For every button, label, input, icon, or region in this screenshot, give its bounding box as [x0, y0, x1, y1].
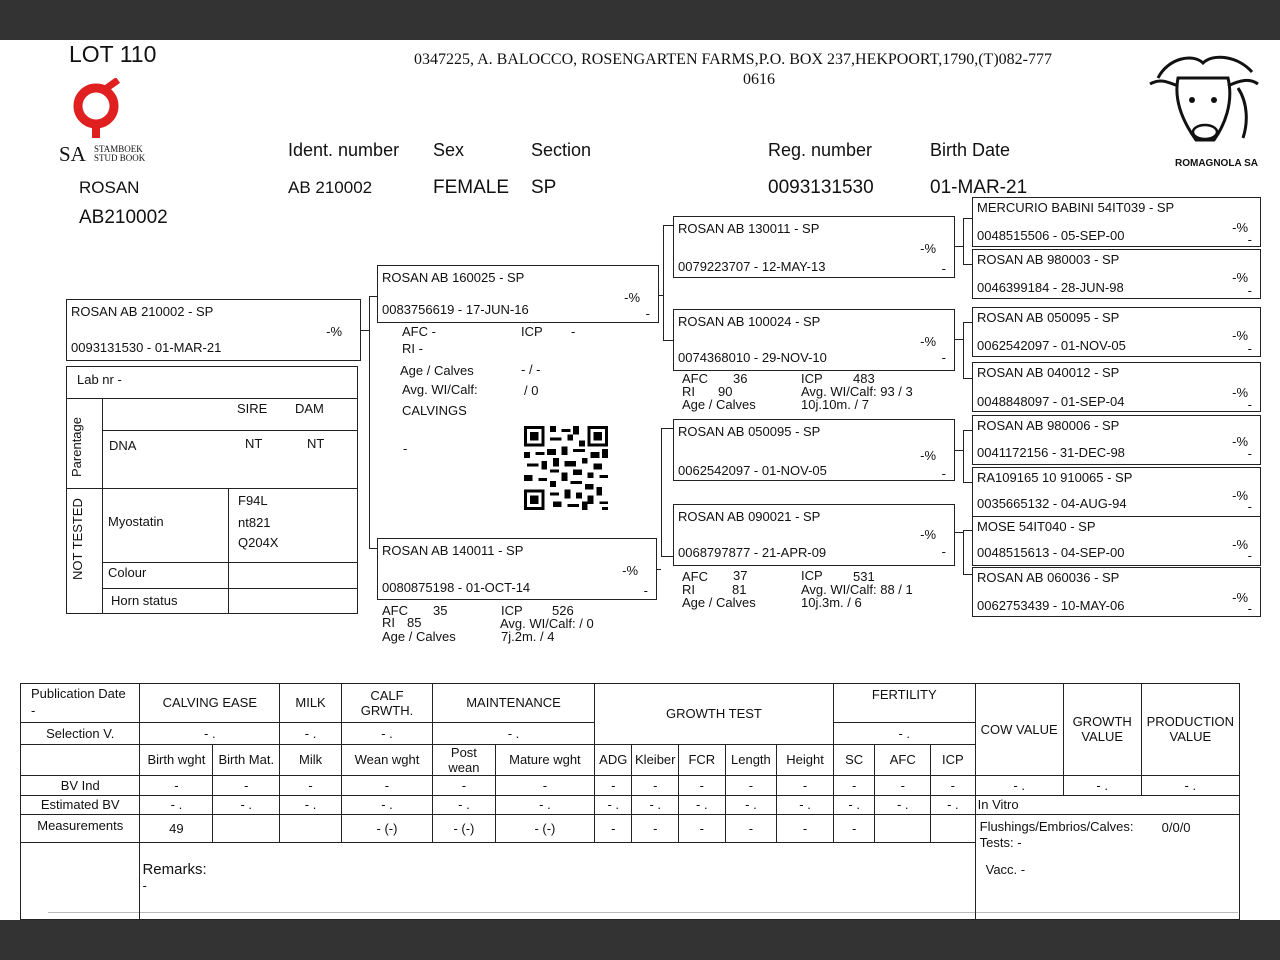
owner-line2: 0616: [743, 71, 775, 88]
pub-date-label: Publication Date: [31, 686, 126, 701]
gen2-box-3: [673, 419, 955, 481]
col-header: Length: [725, 744, 777, 775]
bv-ind-cell: -: [495, 775, 594, 795]
animal-box-name: ROSAN AB 210002 - SP: [71, 304, 214, 319]
sire-dash: -: [645, 306, 650, 321]
dam-icp: 526: [552, 603, 574, 618]
animal-ident-full: AB210002: [79, 207, 168, 228]
col-header: Birth Mat.: [213, 744, 280, 775]
label-birth: Birth Date: [930, 140, 1011, 160]
gen3-7-dash: -: [1247, 548, 1252, 563]
production-value-header: PRODUCTION VALUE: [1141, 684, 1239, 776]
gen2-4-reg: 0068797877 - 21-APR-09: [678, 545, 827, 560]
bv-table: [20, 683, 1240, 920]
gen2-4-afc-label: AFC: [682, 569, 708, 584]
gen2-1-dash: -: [941, 261, 946, 276]
gen3-7-reg: 0048515613 - 04-SEP-00: [977, 545, 1125, 560]
gen3-4-dash: -: [1247, 397, 1252, 412]
bv-ind-cell: -: [931, 775, 976, 795]
remarks-spacer: [21, 842, 140, 919]
est-bv-cell: - .: [341, 795, 432, 814]
gen3-3-name: ROSAN AB 050095 - SP: [977, 310, 1120, 325]
gen3-box-4: [972, 362, 1261, 412]
dna-label: DNA: [109, 438, 137, 453]
gen2-4-age-label: Age / Calves: [682, 595, 756, 610]
gen3-box-7: [972, 516, 1261, 566]
gen2-box-4: [673, 504, 955, 566]
meas-cell: -: [632, 814, 679, 842]
gen2-4-age: 10j.3m. / 6: [801, 595, 862, 610]
growth-test-header: GROWTH TEST: [595, 684, 834, 745]
colour-label: Colour: [108, 565, 147, 580]
gen3-5-pct: -%: [1232, 434, 1248, 449]
sire-name: ROSAN AB 160025 - SP: [382, 270, 525, 285]
est-bv-cell: - .: [833, 795, 875, 814]
gen3-8-dash: -: [1247, 601, 1252, 616]
sire-box: [377, 265, 659, 323]
horn-label: Horn status: [111, 593, 178, 608]
animal-name: ROSAN: [79, 178, 140, 197]
sire-age-label: Age / Calves: [400, 363, 474, 378]
est-bv-cell: - .: [679, 795, 726, 814]
remarks-cell: [140, 842, 975, 919]
gen2-2-dash: -: [941, 350, 946, 365]
est-bv-cell: - .: [140, 795, 213, 814]
gen2-3-pct: -%: [920, 448, 936, 463]
bv-ind-label: BV Ind: [21, 775, 140, 795]
animal-box-reg: 0093131530 - 01-MAR-21: [71, 340, 222, 355]
gen2-2-age: 10j.10m. / 7: [801, 397, 869, 412]
est-bv-cell: - .: [213, 795, 280, 814]
tests-label: Tests: -: [979, 834, 1022, 850]
gen2-2-reg: 0074368010 - 29-NOV-10: [678, 350, 827, 365]
col-header: Mature wght: [495, 744, 594, 775]
gen3-6-dash: -: [1247, 499, 1252, 514]
bv-ind-cell: - .: [1141, 775, 1239, 795]
sel-calf: - .: [341, 722, 432, 744]
dam-reg: 0080875198 - 01-OCT-14: [382, 580, 531, 595]
lab-nr: Lab nr -: [77, 372, 122, 387]
col-header: Birth wght: [140, 744, 213, 775]
col-header: Height: [777, 744, 834, 775]
gen3-2-pct: -%: [1232, 270, 1248, 285]
myo-value-1: F94L: [238, 493, 268, 508]
dna-dam: NT: [307, 436, 325, 451]
gen2-2-avg: Avg. WI/Calf: 93 / 3: [801, 384, 913, 399]
myostatin-label: Myostatin: [108, 514, 164, 529]
gen2-box-2: [673, 309, 955, 371]
gen3-3-pct: -%: [1232, 328, 1248, 343]
selection-label: Selection V.: [21, 722, 140, 744]
sel-fert: - .: [833, 722, 975, 744]
milk-header: MILK: [280, 684, 342, 723]
meas-cell: -: [777, 814, 834, 842]
maintenance-header: MAINTENANCE: [433, 684, 595, 723]
dam-afc-label: AFC: [382, 603, 408, 618]
gen3-box-3: [972, 307, 1261, 357]
studbook-text: STUD BOOK: [94, 153, 146, 163]
growth-value-header: GROWTH VALUE: [1063, 684, 1141, 776]
bv-ind-cell: -: [679, 775, 726, 795]
fertility-header: FERTILITY: [833, 684, 975, 723]
meas-cell: -: [595, 814, 632, 842]
gen3-5-reg: 0041172156 - 31-DEC-98: [977, 445, 1125, 460]
col-header: Milk: [280, 744, 342, 775]
gen2-2-name: ROSAN AB 100024 - SP: [678, 314, 821, 329]
gen3-8-name: ROSAN AB 060036 - SP: [977, 570, 1120, 585]
dam-ri-label: RI: [382, 615, 395, 630]
bv-ind-cell: -: [833, 775, 875, 795]
est-bv-cell: - .: [495, 795, 594, 814]
top-bar: [0, 0, 1280, 40]
breed-logo-text: ROMAGNOLA SA: [1175, 158, 1258, 169]
gen3-7-name: MOSE 54IT040 - SP: [977, 519, 1096, 534]
gen3-2-reg: 0046399184 - 28-JUN-98: [977, 280, 1124, 295]
meas-cell: -: [833, 814, 875, 842]
value-ident: AB 210002: [288, 178, 373, 197]
calving-ease-header: CALVING EASE: [140, 684, 280, 723]
est-bv-label: Estimated BV: [21, 795, 140, 814]
sire-afc: AFC -: [402, 324, 436, 339]
col-header: SC: [833, 744, 875, 775]
measurements-label: Measurements: [21, 814, 140, 842]
bv-ind-cell: -: [140, 775, 213, 795]
lot-number: LOT 110: [69, 41, 157, 67]
gen3-box-5: [972, 415, 1261, 465]
value-sex: FEMALE: [433, 177, 510, 198]
sire-avg-label: Avg. WI/Calf:: [402, 382, 478, 397]
pub-date-value: -: [31, 702, 36, 718]
gen3-4-name: ROSAN AB 040012 - SP: [977, 365, 1120, 380]
gen3-6-pct: -%: [1232, 488, 1248, 503]
meas-cell: 49: [140, 814, 213, 842]
value-birth: 01-MAR-21: [930, 177, 1028, 198]
qr-code-icon: [523, 426, 609, 510]
bv-ind-cell: -: [433, 775, 496, 795]
gen3-3-dash: -: [1247, 341, 1252, 356]
dna-sire: NT: [245, 436, 263, 451]
bv-ind-cell: -: [777, 775, 834, 795]
gen3-6-reg: 0035665132 - 04-AUG-94: [977, 496, 1127, 511]
bv-ind-cell: - .: [975, 775, 1063, 795]
est-bv-cell: - .: [931, 795, 976, 814]
dam-box: [377, 538, 657, 600]
gen2-4-icp-label: ICP: [801, 568, 823, 583]
label-ident: Ident. number: [288, 140, 400, 160]
dam-col: DAM: [295, 401, 324, 416]
dam-age: 7j.2m. / 4: [501, 629, 555, 644]
bv-ind-cell: -: [875, 775, 931, 795]
gen3-2-name: ROSAN AB 980003 - SP: [977, 252, 1120, 267]
est-bv-cell: - .: [777, 795, 834, 814]
gen2-2-afc-label: AFC: [682, 371, 708, 386]
sel-milk: - .: [280, 722, 342, 744]
dam-icp-label: ICP: [501, 603, 523, 618]
gen2-3-dash: -: [941, 466, 946, 481]
value-section: SP: [531, 177, 557, 198]
gen2-2-afc: 36: [733, 371, 748, 386]
sire-icp-label: ICP: [521, 324, 543, 339]
gen2-2-ri-label: RI: [682, 384, 695, 399]
animal-box: [66, 299, 361, 361]
meas-cell: - (-): [433, 814, 496, 842]
sire-reg: 0083756619 - 17-JUN-16: [382, 302, 529, 317]
gen3-box-6: [972, 467, 1261, 517]
gen3-8-pct: -%: [1232, 590, 1248, 605]
gen2-4-avg: Avg. WI/Calf: 88 / 1: [801, 582, 913, 597]
bv-ind-cell: -: [725, 775, 777, 795]
flush-value: 0/0/0: [1161, 819, 1191, 835]
bv-ind-cell: -: [595, 775, 632, 795]
meas-cell: - (-): [495, 814, 594, 842]
sire-icp: -: [571, 324, 576, 339]
dam-afc: 35: [433, 603, 448, 618]
bv-ind-cell: -: [280, 775, 342, 795]
gen2-2-icp: 483: [853, 371, 875, 386]
gen2-4-icp: 531: [853, 569, 875, 584]
label-reg: Reg. number: [768, 140, 873, 160]
meas-cell: [280, 814, 342, 842]
sa-logo-text: SA: [59, 142, 86, 166]
parentage-label: Parentage: [69, 417, 84, 477]
col-header: Wean wght: [341, 744, 432, 775]
gen2-2-pct: -%: [920, 334, 936, 349]
remarks-label: Remarks:: [142, 860, 207, 878]
gen3-3-reg: 0062542097 - 01-NOV-05: [977, 338, 1126, 353]
est-bv-cell: - .: [632, 795, 679, 814]
gen2-box-1: [673, 216, 955, 278]
bv-ind-cell: -: [341, 775, 432, 795]
gen3-box-1: [972, 197, 1261, 247]
meas-cell: -: [725, 814, 777, 842]
meas-cell: [875, 814, 931, 842]
meas-cell: - (-): [341, 814, 432, 842]
sel-calving: - .: [140, 722, 280, 744]
est-bv-cell: - .: [875, 795, 931, 814]
meas-cell: -: [679, 814, 726, 842]
calf-growth-header: CALF GRWTH.: [341, 684, 432, 723]
gen2-2-icp-label: ICP: [801, 371, 823, 386]
label-sex: Sex: [433, 140, 465, 160]
gen2-4-name: ROSAN AB 090021 - SP: [678, 509, 821, 524]
stamboek-text: STAMBOEK: [94, 144, 143, 154]
gen2-4-dash: -: [941, 544, 946, 559]
owner-line1: 0347225, A. BALOCCO, ROSENGARTEN FARMS,P.O. BOX 237,HEKPOORT,1790,(T)082-777: [414, 51, 1052, 68]
cols-spacer: [21, 744, 140, 775]
dam-ri: 85: [407, 615, 422, 630]
sire-age: - / -: [521, 362, 541, 377]
gen3-5-dash: -: [1247, 446, 1252, 461]
dam-age-label: Age / Calves: [382, 629, 456, 644]
gen2-2-ri: 90: [718, 384, 733, 399]
sire-pct: -%: [624, 290, 640, 305]
sire-ri: RI -: [402, 341, 423, 356]
myo-value-3: Q204X: [238, 535, 279, 550]
dam-avg: Avg. WI/Calf: / 0: [500, 616, 594, 631]
sire-avg: / 0: [524, 383, 539, 398]
gen3-4-pct: -%: [1232, 385, 1248, 400]
est-bv-cell: - .: [595, 795, 632, 814]
gen2-4-ri: 81: [732, 582, 747, 597]
gen2-1-pct: -%: [920, 241, 936, 256]
in-vitro-label: In Vitro: [975, 795, 1239, 814]
pub-date-cell: [21, 684, 140, 723]
gen3-5-name: ROSAN AB 980006 - SP: [977, 418, 1120, 433]
calvings-label: CALVINGS: [402, 403, 467, 418]
vacc-label: Vacc. -: [985, 861, 1026, 877]
est-bv-cell: - .: [433, 795, 496, 814]
gen3-box-8: [972, 567, 1261, 617]
dam-pct: -%: [622, 563, 638, 578]
calvings-value: -: [403, 441, 408, 456]
cow-head-logo-icon: [1148, 48, 1260, 156]
gen2-4-afc: 37: [733, 568, 748, 583]
est-bv-cell: - .: [725, 795, 777, 814]
gen2-1-name: ROSAN AB 130011 - SP: [678, 221, 820, 236]
gen3-4-reg: 0048848097 - 01-SEP-04: [977, 394, 1125, 409]
gen3-7-pct: -%: [1232, 537, 1248, 552]
gen2-4-pct: -%: [920, 527, 936, 542]
gen2-3-name: ROSAN AB 050095 - SP: [678, 424, 821, 439]
gen3-1-reg: 0048515506 - 05-SEP-00: [977, 228, 1125, 243]
col-header: Post wean: [433, 744, 496, 775]
meas-cell: [931, 814, 976, 842]
gen3-6-name: RA109165 10 910065 - SP: [977, 470, 1133, 485]
gen2-4-ri-label: RI: [682, 582, 695, 597]
remarks-value: -: [142, 877, 147, 893]
cow-value-header: COW VALUE: [975, 684, 1063, 776]
gen2-2-age-label: Age / Calves: [682, 397, 756, 412]
myo-value-2: nt821: [238, 515, 271, 530]
gen3-1-pct: -%: [1232, 220, 1248, 235]
bv-ind-cell: -: [213, 775, 280, 795]
dam-name: ROSAN AB 140011 - SP: [382, 543, 524, 558]
col-header: FCR: [679, 744, 726, 775]
sire-col: SIRE: [237, 401, 268, 416]
label-section: Section: [531, 140, 592, 160]
not-tested-label: NOT TESTED: [70, 498, 85, 580]
est-bv-cell: - .: [280, 795, 342, 814]
col-header: Kleiber: [632, 744, 679, 775]
value-reg: 0093131530: [768, 177, 874, 198]
gen3-1-dash: -: [1247, 232, 1252, 247]
bv-ind-cell: - .: [1063, 775, 1141, 795]
gen3-1-name: MERCURIO BABINI 54IT039 - SP: [977, 200, 1175, 215]
gen3-8-reg: 0062753439 - 10-MAY-06: [977, 598, 1125, 613]
dam-dash: -: [643, 583, 648, 598]
col-header: ICP: [931, 744, 976, 775]
animal-box-pct: -%: [326, 324, 342, 339]
gen2-1-reg: 0079223707 - 12-MAY-13: [678, 259, 826, 274]
col-header: AFC: [875, 744, 931, 775]
extra-info-cell: [975, 814, 1239, 919]
col-header: ADG: [595, 744, 632, 775]
gen3-box-2: [972, 249, 1261, 299]
sel-maint: - .: [433, 722, 595, 744]
bv-ind-cell: -: [632, 775, 679, 795]
meas-cell: [213, 814, 280, 842]
bottom-bar: [0, 920, 1280, 960]
gen2-3-reg: 0062542097 - 01-NOV-05: [678, 463, 827, 478]
stamboek-logo-icon: [66, 78, 130, 142]
gen3-2-dash: -: [1247, 283, 1252, 298]
flush-label: Flushings/Embrios/Calves:: [979, 818, 1134, 834]
